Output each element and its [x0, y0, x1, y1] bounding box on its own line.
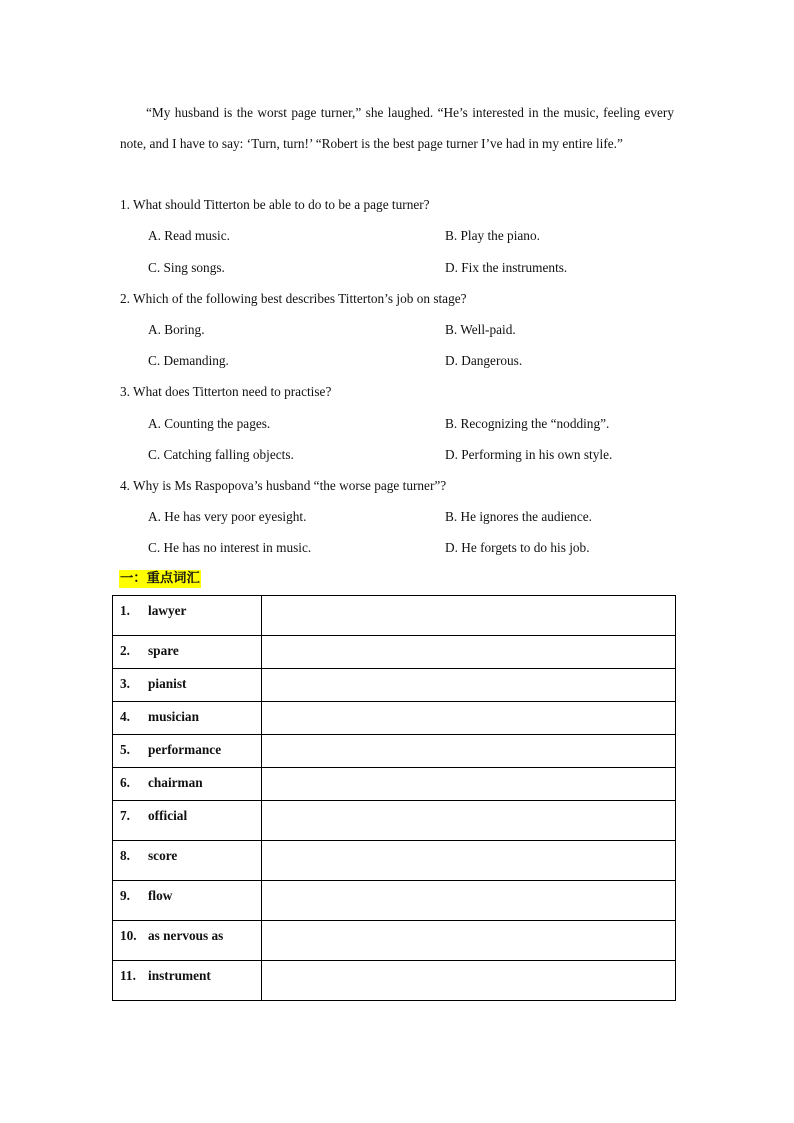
table-row	[113, 961, 676, 1001]
vocab-number: 3.	[120, 676, 130, 691]
question-3-option-a: A. Counting the pages.	[148, 416, 271, 431]
vocab-word: instrument	[148, 968, 211, 983]
vocab-number: 5.	[120, 742, 130, 757]
vocab-number: 7.	[120, 808, 130, 823]
table-row	[113, 841, 676, 881]
table-row	[113, 596, 676, 636]
vocab-number: 4.	[120, 709, 130, 724]
section-heading-key-vocabulary: 一：重点词汇	[120, 571, 200, 586]
answer-cell[interactable]	[262, 636, 676, 669]
vocab-word: score	[148, 848, 178, 863]
answer-cell[interactable]	[262, 669, 676, 702]
question-1-stem: 1. What should Titterton be able to do to be a page turner?	[120, 197, 430, 212]
question-4-option-b: B. He ignores the audience.	[445, 509, 592, 524]
table-row	[113, 669, 676, 702]
question-2-option-c: C. Demanding.	[148, 353, 229, 368]
answer-cell[interactable]	[262, 841, 676, 881]
vocab-word: chairman	[148, 775, 203, 790]
table-row	[113, 768, 676, 801]
answer-cell[interactable]	[262, 921, 676, 961]
vocab-word: official	[148, 808, 188, 823]
question-1-option-c: C. Sing songs.	[148, 260, 225, 275]
answer-cell[interactable]	[262, 768, 676, 801]
answer-cell[interactable]	[262, 961, 676, 1001]
vocabulary-table	[112, 595, 676, 1001]
question-3-stem: 3. What does Titterton need to practise?	[120, 384, 332, 399]
question-1-option-a: A. Read music.	[148, 228, 230, 243]
answer-cell[interactable]	[262, 801, 676, 841]
answer-cell[interactable]	[262, 596, 676, 636]
question-3-option-b: B. Recognizing the “nodding”.	[445, 416, 610, 431]
answer-cell[interactable]	[262, 702, 676, 735]
table-row	[113, 735, 676, 768]
answer-cell[interactable]	[262, 735, 676, 768]
table-row	[113, 881, 676, 921]
question-2-option-b: B. Well-paid.	[445, 322, 516, 337]
vocab-number: 1.	[120, 603, 130, 618]
vocab-number: 9.	[120, 888, 130, 903]
vocab-number: 2.	[120, 643, 130, 658]
vocab-number: 8.	[120, 848, 130, 863]
vocab-word: pianist	[148, 676, 187, 691]
table-row	[113, 702, 676, 735]
question-3-option-d: D. Performing in his own style.	[445, 447, 613, 462]
question-4-option-d: D. He forgets to do his job.	[445, 540, 590, 555]
question-1-option-b: B. Play the piano.	[445, 228, 540, 243]
passage-text: “My husband is the worst page turner,” she laughed. “He’s interested in the music, feeling every note, and I have to say: ‘Turn, turn!’ “Robert is the best page turner I’ve had in my entire life.”	[120, 105, 674, 151]
vocab-word: performance	[148, 742, 222, 757]
vocab-word: as nervous as	[148, 928, 224, 943]
question-4-option-c: C. He has no interest in music.	[148, 540, 312, 555]
vocab-word: flow	[148, 888, 173, 903]
question-4-option-a: A. He has very poor eyesight.	[148, 509, 307, 524]
table-row	[113, 921, 676, 961]
vocab-word: spare	[148, 643, 179, 658]
question-1-option-d: D. Fix the instruments.	[445, 260, 568, 275]
table-row	[113, 636, 676, 669]
vocab-word: musician	[148, 709, 199, 724]
question-2-stem: 2. Which of the following best describes Titterton’s job on stage?	[120, 291, 467, 306]
question-4-stem: 4. Why is Ms Raspopova’s husband “the worse page turner”?	[120, 478, 447, 493]
table-row	[113, 801, 676, 841]
answer-cell[interactable]	[262, 881, 676, 921]
vocab-number: 10.	[120, 928, 137, 943]
question-2-option-d: D. Dangerous.	[445, 353, 523, 368]
vocab-number: 11.	[120, 968, 136, 983]
vocab-number: 6.	[120, 775, 130, 790]
question-3-option-c: C. Catching falling objects.	[148, 447, 294, 462]
passage-paragraph	[120, 97, 674, 159]
question-2-option-a: A. Boring.	[148, 322, 205, 337]
vocab-word: lawyer	[148, 603, 187, 618]
